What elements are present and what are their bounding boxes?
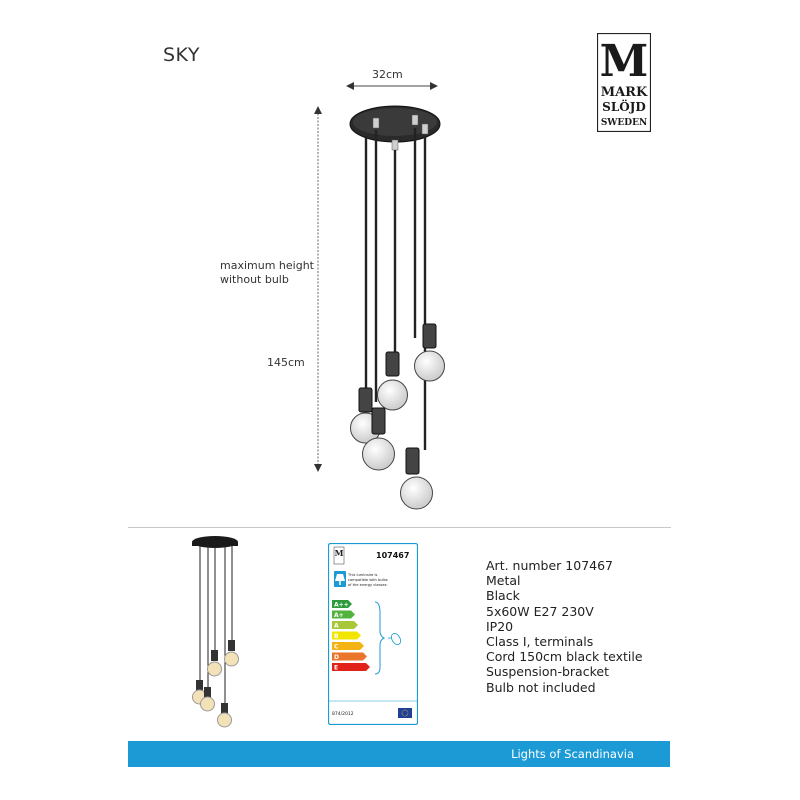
spec-item: 5x60W E27 230V — [486, 603, 594, 619]
spec-item: Art. number 107467 — [486, 558, 614, 573]
height-note-line-2: without bulb — [220, 273, 289, 286]
energy-class-label: D — [334, 654, 339, 661]
energy-class-label: B — [334, 633, 339, 640]
product-title: SKY — [163, 44, 200, 66]
spec-list — [486, 558, 643, 695]
logo-line-3: SWEDEN — [600, 118, 648, 128]
width-dimension-arrow — [346, 80, 438, 92]
spec-item: Black — [486, 588, 520, 604]
energy-class-label: A+ — [334, 612, 344, 619]
height-dimension-arrow — [308, 106, 328, 472]
lamp-unit — [415, 324, 445, 381]
regulation-number: 874/2012 — [332, 712, 354, 717]
compat-text-line-1: This luminaire is — [348, 573, 378, 577]
markslojd-logo — [597, 33, 651, 132]
height-note — [220, 259, 314, 287]
lamp-unit — [401, 448, 433, 509]
section-divider — [128, 527, 671, 528]
logo-letter: M — [599, 36, 649, 87]
energy-class-label: E — [334, 664, 339, 672]
logo-line-2: SLÖJD — [602, 100, 646, 114]
energy-class-label: C — [334, 643, 339, 651]
height-dimension-label: 145cm — [267, 356, 305, 369]
spec-item: Metal — [486, 573, 521, 589]
spec-item: Cord 150cm black textile — [486, 649, 643, 665]
spec-item: Class I, terminals — [486, 634, 594, 650]
energy-label-article: 107467 — [376, 551, 410, 560]
logo-line-1: MARK — [600, 85, 648, 100]
compat-text-line-2: compatible with bulbs — [348, 578, 388, 582]
energy-label-logo: M — [334, 548, 344, 558]
energy-class-label: A — [334, 622, 339, 630]
energy-class-label: A++ — [334, 601, 349, 609]
compat-text-line-3: of the energy classes: — [348, 583, 388, 587]
pendant-lamp-drawing — [340, 100, 450, 515]
height-note-line-1: maximum height — [220, 259, 314, 272]
spec-item: IP20 — [486, 618, 514, 634]
lamp-unit — [378, 352, 408, 410]
spec-item: Suspension-bracket — [486, 664, 609, 680]
footer-tagline: Lights of Scandinavia — [511, 747, 634, 761]
lamp-thumbnail — [180, 530, 250, 730]
spec-item: Bulb not included — [486, 679, 596, 695]
width-dimension-label: 32cm — [372, 68, 403, 81]
energy-label — [328, 543, 418, 725]
footer-bar — [128, 741, 670, 767]
